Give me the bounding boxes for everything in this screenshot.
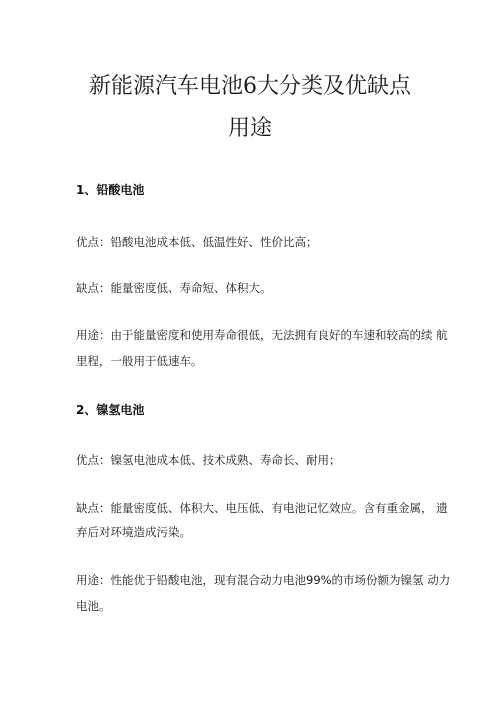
section-pros-nimh: 优点：镍氢电池成本低、技术成熟、寿命长、耐用；: [76, 453, 341, 467]
section-cons-nimh-line1: 缺点：能量密度低、体积大、电压低、有电池记忆效应。含有重金属， 遗: [76, 501, 448, 515]
section-heading-nimh: 2、镍氢电池: [76, 403, 145, 417]
section-use-lead-acid-line2: 里程，一般用于低速车。: [76, 354, 203, 368]
section-cons-lead-acid: 缺点：能量密度低、寿命短、体积大。: [76, 281, 272, 295]
section-use-nimh-line2: 电池。: [76, 599, 111, 613]
section-use-lead-acid-line1: 用途：由于能量密度和使用寿命很低，无法拥有良好的车速和较高的续 航: [76, 328, 448, 342]
section-use-nimh-line1: 用途：性能优于铅酸电池，现有混合动力电池99%的市场份额为镍氢 动力: [76, 573, 451, 587]
section-cons-nimh-line2: 弃后对环境造成污染。: [76, 525, 191, 539]
document-title-line1: 新能源汽车电池6大分类及优缺点: [89, 74, 411, 99]
section-pros-lead-acid: 优点：铅酸电池成本低、低温性好、性价比高；: [76, 235, 318, 249]
document-title-line2: 用途: [227, 116, 272, 141]
section-heading-lead-acid: 1、铅酸电池: [76, 183, 145, 197]
